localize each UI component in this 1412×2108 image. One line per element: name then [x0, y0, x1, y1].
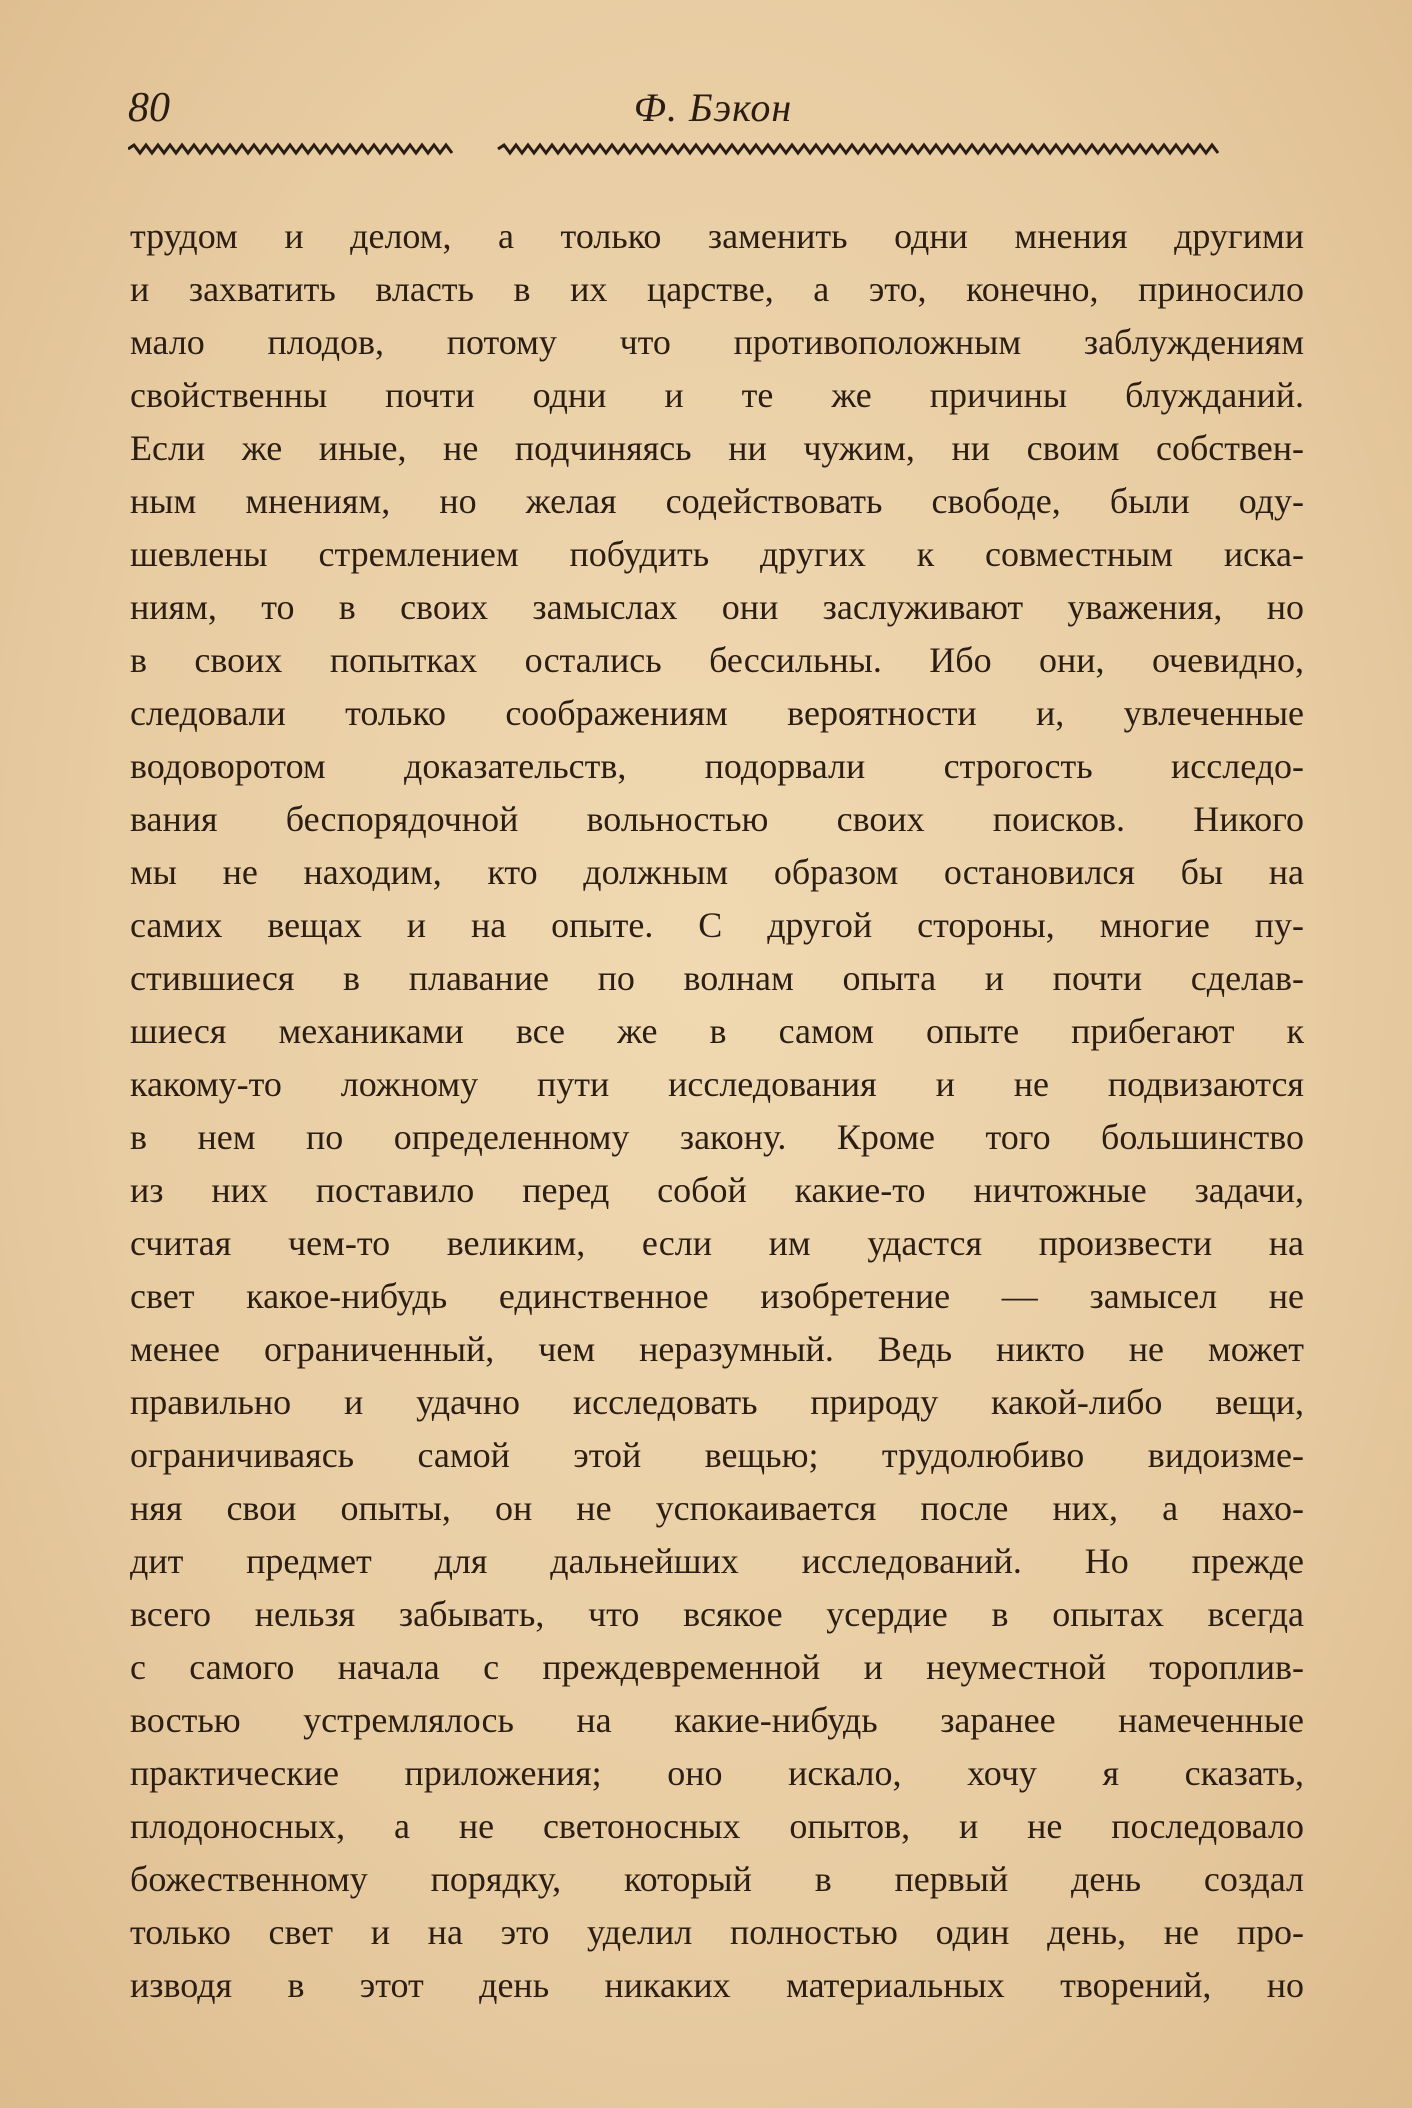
text-line: Если же иные, не подчиняясь ни чужим, ни своим собствен- [130, 428, 1304, 468]
text-line: менее ограниченный, чем неразумный. Ведь никто не может [130, 1329, 1304, 1369]
text-line: в своих попытках остались бессильны. Ибо они, очевидно, [130, 640, 1304, 680]
text-line: ниям, то в своих замыслах они заслуживают уважения, но [130, 587, 1304, 627]
text-line: мало плодов, потому что противоположным заблуждениям [130, 322, 1304, 362]
page-number: 80 [128, 85, 170, 131]
text-line: мы не находим, кто должным образом остановился бы на [130, 852, 1304, 892]
text-line: всего нельзя забывать, что всякое усердие в опытах всегда [130, 1594, 1304, 1634]
text-line: правильно и удачно исследовать природу какой-либо вещи, [130, 1382, 1304, 1422]
text-line: няя свои опыты, он не успокаивается после них, а нахо- [130, 1488, 1304, 1528]
text-line: в нем по определенному закону. Кроме того большинство [130, 1117, 1304, 1157]
body-text [130, 210, 1304, 2012]
page-header [128, 78, 1298, 138]
text-line: и захватить власть в их царстве, а это, конечно, приносило [130, 269, 1304, 309]
text-line: востью устремлялось на какие-нибудь заранее намеченные [130, 1700, 1304, 1740]
header-ornament-rule [128, 142, 1300, 156]
text-line: дит предмет для дальнейших исследований. Но прежде [130, 1541, 1304, 1581]
text-line: какому-то ложному пути исследования и не подвизаются [130, 1064, 1304, 1104]
text-line: шиеся механиками все же в самом опыте прибегают к [130, 1011, 1304, 1051]
text-line: ным мнениям, но желая содействовать свободе, были оду- [130, 481, 1304, 521]
text-line: из них поставило перед собой какие-то ничтожные задачи, [130, 1170, 1304, 1210]
text-line: свет какое-нибудь единственное изобретение — замысел не [130, 1276, 1304, 1316]
text-line: плодоносных, а не светоносных опытов, и не последовало [130, 1806, 1304, 1846]
text-line: изводя в этот день никаких материальных творений, но [130, 1965, 1304, 2005]
text-line: практические приложения; оно искало, хочу я сказать, [130, 1753, 1304, 1793]
text-line: ограничиваясь самой этой вещью; трудолюбиво видоизме- [130, 1435, 1304, 1475]
running-head: Ф. Бэкон [633, 85, 793, 130]
text-line: трудом и делом, а только заменить одни мнения другими [130, 216, 1304, 256]
text-line: считая чем-то великим, если им удастся произвести на [130, 1223, 1304, 1263]
text-line: божественному порядку, который в первый день создал [130, 1859, 1304, 1899]
text-line: следовали только соображениям вероятности и, увлеченные [130, 693, 1304, 733]
text-line: шевлены стремлением побудить других к совместным иска- [130, 534, 1304, 574]
text-line: вания беспорядочной вольностью своих поисков. Никого [130, 799, 1304, 839]
text-line: с самого начала с преждевременной и неуместной тороплив- [130, 1647, 1304, 1687]
text-line: стившиеся в плавание по волнам опыта и почти сделав- [130, 958, 1304, 998]
text-line: водоворотом доказательств, подорвали строгость исследо- [130, 746, 1304, 786]
text-line: самих вещах и на опыте. С другой стороны, многие пу- [130, 905, 1304, 945]
text-line: только свет и на это уделил полностью один день, не про- [130, 1912, 1304, 1952]
text-line: свойственны почти одни и те же причины блужданий. [130, 375, 1304, 415]
